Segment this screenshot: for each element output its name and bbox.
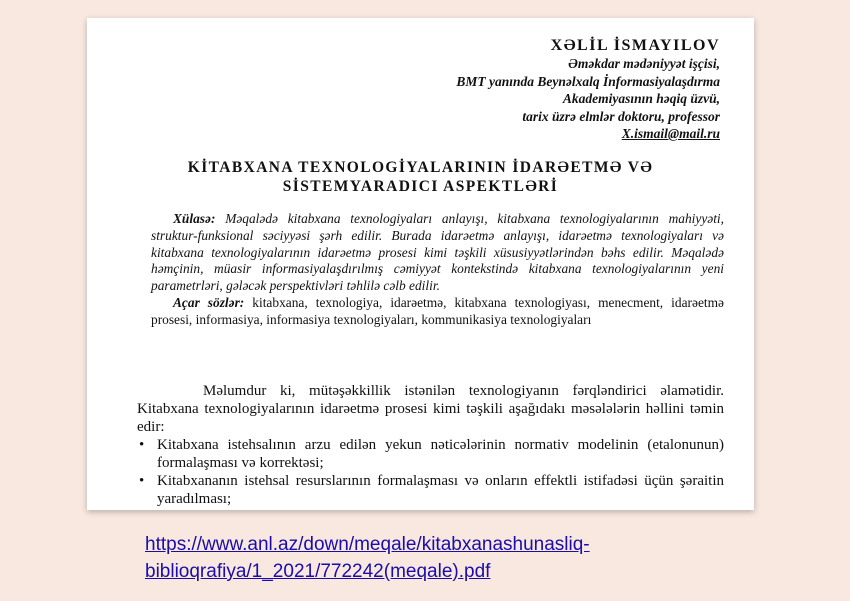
abstract-section <box>151 211 724 329</box>
abstract-paragraph <box>151 211 724 295</box>
list-item: • Kitabxananın istehsal resurslarının formalaşması və onların effektli istifadəsi üçün şəraitin yaradılması; <box>137 472 724 508</box>
author-email: X.ismail@mail.ru <box>621 126 720 141</box>
source-url-line-2: biblioqrafiya/1_2021/772242(meqale).pdf <box>145 561 491 582</box>
author-credential-line: BMT yanında Beynəlxalq İnformasiyalaşdırma <box>456 73 720 89</box>
keywords-paragraph <box>151 295 724 329</box>
body-bullet-list <box>137 436 724 508</box>
author-name: XƏLİL İSMAYILOV <box>550 37 720 54</box>
author-credential-line: tarix üzrə elmlər doktoru, professor <box>522 108 720 124</box>
article-title-line-2: SİSTEMYARADICI ASPEKTLƏRİ <box>282 178 559 195</box>
source-url-line-1: https://www.anl.az/down/meqale/kitabxanashunasliq- <box>145 534 590 555</box>
body-intro-paragraph: Məlumdur ki, mütəşəkkillik istənilən texnologiyanın fərqləndirici əlamətidir. Kitabxana texnologiyalarının idarəetmə prosesi kimi təşkili aşağıdakı məsələlərin həllini təmin edir: <box>137 383 724 435</box>
author-block <box>456 36 720 143</box>
keywords-text: kitabxana, texnologiya, idarəetmə, kitabxana texnologiyası, menecment, idarəetmə prosesi, informasiya, informasiya texnologiyaları, kommunikasiya texnologiyaları <box>151 294 724 327</box>
author-credential-line: Akademiyasının həqiq üzvü, <box>562 91 720 106</box>
article-title-line-1: KİTABXANA TEXNOLOGİYALARININ İDARƏETMƏ VƏ <box>187 159 654 176</box>
abstract-label: Xülasə: <box>173 211 216 226</box>
list-item: • Kitabxana istehsalının arzu edilən yekun nəticələrinin normativ modelinin (etalonunun) formalaşması və korrektəsi; <box>137 436 724 472</box>
scanned-article-page <box>87 18 754 510</box>
keywords-label: Açar sözlər: <box>173 294 245 310</box>
author-credential-line: Əməkdar mədəniyyət işçisi, <box>568 56 720 71</box>
body-section <box>137 382 724 508</box>
source-url-link[interactable] <box>145 531 590 585</box>
abstract-text: Məqalədə kitabxana texnologiyaları anlayışı, kitabxana texnologiyalarının mahiyyəti, struktur-funksional səciyyəsi şərh edilir. Burada idarəetmə anlayışı, idarəetmə texnologiyaları və kitabxana texnologiyalarının idarəetmə prosesi kimi təşkili xüsusiyyətlərindən bəhs edilir. Məqalədə həmçinin, müasir informasiyalaşdırılmış cəmiyyət kontekstində kitabxana texnologiyalarının yeni parametrləri, gələcək perspektivləri təhlilə cəlb edilir. <box>151 211 724 294</box>
article-title <box>87 158 754 196</box>
